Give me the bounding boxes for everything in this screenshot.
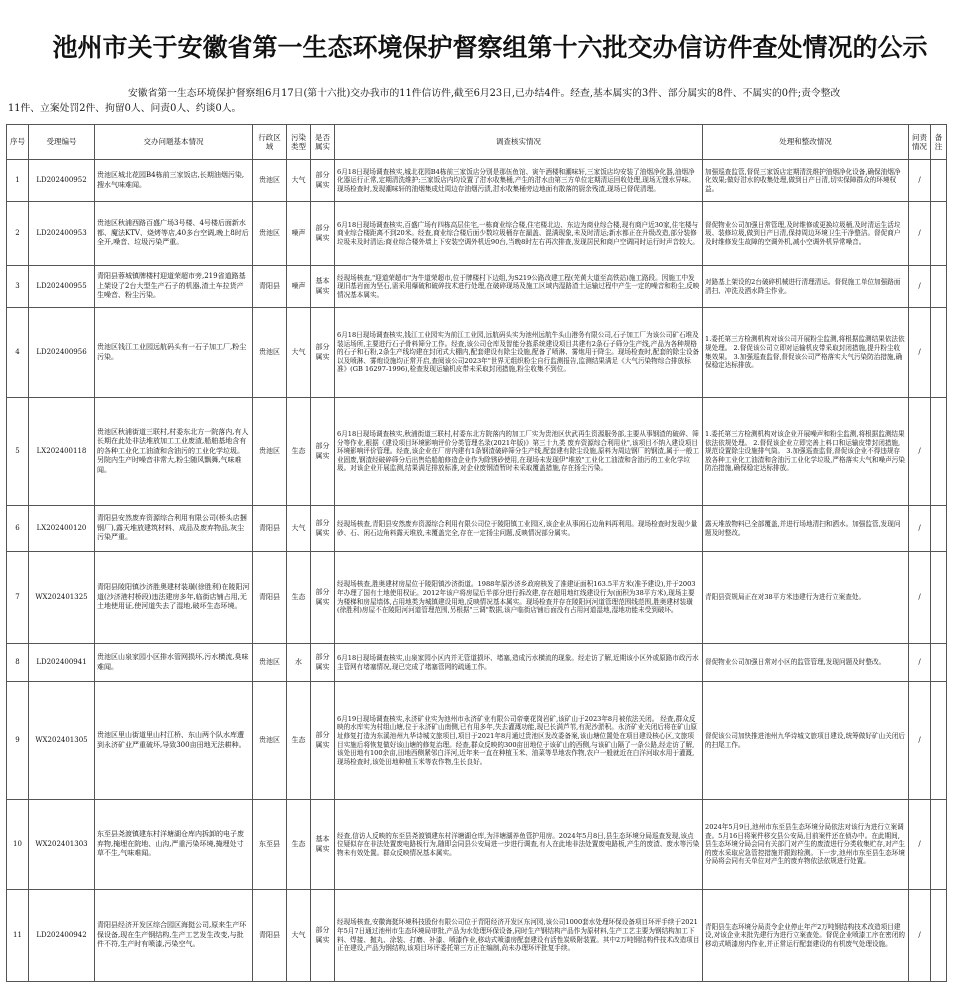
cell-note <box>931 682 947 800</box>
cell-type: 生态 <box>287 800 311 890</box>
cell-handling: 2024年5月9日,池州市东至县生态环境分局依法对该行为进行立案调查。5月16日将案件移交县公安局,目前案件还在侦办中。在此期间,县生态环境分局会同有关部门对产生的废渣进行分类收集贮存,对产生的废水采取应急管控措施并跟踪检测。下一步,池州市东至县生态环境分局将会同有关单位对产生的废弃物依法依规进行处置。 <box>703 800 909 890</box>
cell-issue: 贵池区城北花园B4栋前三家饭店,长期油烟污染,搜水气味难闻。 <box>95 160 253 202</box>
cell-region: 青阳县 <box>253 266 287 308</box>
column-header: 行政区域 <box>253 125 287 160</box>
cell-true: 基本属实 <box>311 266 335 308</box>
cell-type: 大气 <box>287 890 311 982</box>
cell-investigation: 经现场核查,安徽海挺环境科技股份有限公司位于青阳经济开发区东河园,该公司1000套水处理环保设备项目环评手续于2021年5月7日通过池州市生态环境局审批,产品为水处理环保设备,同时生产钢结构产品作为原材料,生产工艺主要为钢结构加工下料、焊接、抛丸、涂装、打磨、补漆、喷漆作业,移动式喷漆房配套建设有活性炭吸附装置。其中2万吨钢结构件技术改造项目正在建设,产品为钢结构,该项目环评委托第三方正在编制,尚未办理环评批复手续。 <box>335 890 703 982</box>
cell-handling: 露天堆放物料已全部覆盖,并进行场地清扫和洒水。加强监管,发现问题及时整改。 <box>703 506 909 552</box>
cell-region: 贵池区 <box>253 202 287 266</box>
table-row <box>7 266 947 308</box>
cell-no: 7 <box>7 552 29 644</box>
cell-id: LD202400956 <box>29 308 95 398</box>
cell-investigation: 经查,信访人反映的东至县尧渡镇建东村洋塘湖仓库,为洋塘湖养鱼管护用房。2024年5月8日,县生态环境分局巡查发现,该点位疑似存在非法处置废电路板行为,随即会同县公安局进一步进行调查,有人在此地非法处置废电路板,产生的废渣、废水等污染物未有效处置。群众反映情况基本属实。 <box>335 800 703 890</box>
column-header: 是否属实 <box>311 125 335 160</box>
cell-accountability: / <box>909 202 931 266</box>
cell-handling: 1.委托第三方检测机构对该公司开展粉尘监测,将根据监测结果依法依规处理。 2.督促该公司立即对运输机皮带采取封闭措施,提升粉尘收集效果。 3.加强巡查监督,督促该公司严格落实大气污染防治措施,确保稳定达标排放。 <box>703 308 909 398</box>
table-row <box>7 308 947 398</box>
cell-accountability: / <box>909 308 931 398</box>
cell-region: 青阳县 <box>253 890 287 982</box>
column-header: 受理编号 <box>29 125 95 160</box>
column-header: 问责情况 <box>909 125 931 160</box>
cell-note <box>931 266 947 308</box>
cell-true: 部分属实 <box>311 506 335 552</box>
cell-no: 10 <box>7 800 29 890</box>
cell-no: 8 <box>7 644 29 682</box>
cases-table <box>6 124 947 982</box>
cell-id: LD202400953 <box>29 202 95 266</box>
cell-investigation: 经现场核查,青阳县安然废弃资源综合利用有限公司位于陵阳镇工业园区,该企业从事闲石边角料再利用。现场检查时发现少量砂、石、闲石边角料露天堆放,未覆盖完全,存在一定扬尘问题,反映情况部分属实。 <box>335 506 703 552</box>
table-row <box>7 202 947 266</box>
column-header: 序号 <box>7 125 29 160</box>
cell-type: 水 <box>287 644 311 682</box>
intro-paragraph: 安徽省第一生态环境保护督察组6月17日(第十六批)交办我市的11件信访件,截至6月23日,已办结4件。经查,基本属实的3件、部分属实的8件、不属实的0件;责令整改11件、立案处罚2件、拘留0人、问责0人、约谈0人。 <box>8 88 841 114</box>
cell-issue: 贵池区山泉家园小区排水管网损坏,污水横流,臭味难闻。 <box>95 644 253 682</box>
cell-issue: 贵池区钱江工业园远航码头有一石子加工厂,粉尘污染。 <box>95 308 253 398</box>
cell-accountability: / <box>909 506 931 552</box>
cell-no: 5 <box>7 398 29 506</box>
cell-accountability: / <box>909 682 931 800</box>
cell-note <box>931 890 947 982</box>
cell-accountability: / <box>909 800 931 890</box>
cell-true: 部分属实 <box>311 552 335 644</box>
column-header: 交办问题基本情况 <box>95 125 253 160</box>
cell-issue: 东至县尧渡镇建东村洋塘湖仓库内拆卸的电子废弃物,掩埋在院地、山沟,严重污染环境,掩埋处寸草不生,气味难闻。 <box>95 800 253 890</box>
column-header: 污染类型 <box>287 125 311 160</box>
cell-accountability: / <box>909 266 931 308</box>
cell-accountability: / <box>909 890 931 982</box>
cell-issue: 青阳县陵阳镇沙济胜奥建材装璜(徐胜利)在陵阳河道(沙济港村桥段)违法建房多年,临街店铺占用,无土地使用证,使河道失去了湿地,破坏生态环境。 <box>95 552 253 644</box>
cell-no: 9 <box>7 682 29 800</box>
cell-type: 大气 <box>287 506 311 552</box>
cell-handling: 1.委托第三方检测机构对该企业开展噪声和粉尘监测,将根据监测结果依法依规处理。 2.督促该企业立即完善上料口和运输皮带封闭措施,规范设置除尘设施排气筒。 3.加强巡查监督,督促该企业不得违规存放各种工业化工油渣和含油污工业化学垃圾,严格落实大气和噪声污染防治措施,确保稳定达标排放。 <box>703 398 909 506</box>
cell-note <box>931 506 947 552</box>
cell-accountability: / <box>909 398 931 506</box>
table-row <box>7 160 947 202</box>
cell-id: LD202400941 <box>29 644 95 682</box>
cell-region: 青阳县 <box>253 552 287 644</box>
column-header: 调查核实情况 <box>335 125 703 160</box>
cell-accountability: / <box>909 644 931 682</box>
table-row <box>7 398 947 506</box>
cell-region: 贵池区 <box>253 308 287 398</box>
cell-note <box>931 398 947 506</box>
cell-type: 噪声 <box>287 202 311 266</box>
cell-accountability: / <box>909 552 931 644</box>
column-header: 备注 <box>931 125 947 160</box>
cell-issue: 贵池区秋浦西路百盛广场3号楼、4号楼后面新水都、魔法KTV、烧烤等店,40多台空调,晚上8时后全开,噪音、垃圾污染严重。 <box>95 202 253 266</box>
cell-region: 贵池区 <box>253 644 287 682</box>
cell-region: 青阳县 <box>253 506 287 552</box>
cell-true: 部分属实 <box>311 308 335 398</box>
cell-true: 部分属实 <box>311 202 335 266</box>
cell-investigation: 6月18日现场调查核实,百盛广场有四栋高层住宅,一栋商业综合楼,住宅楼北边、东边为商业综合楼,现有商户近30家,住宅楼与商业综合楼距离不到20米。经查,商业综合楼后面少数垃圾桶存在漏盖、混满现象,未及时清运;新水都正在升级改造,部分装修垃圾未及时清运;商业综合楼外墙上下安装空调外机近90台,当晚8时左右再次排查,发现居民和商户空调同时运行时声音较大。 <box>335 202 703 266</box>
table-header-row <box>7 125 947 160</box>
column-header: 处理和整改情况 <box>703 125 909 160</box>
cell-note <box>931 160 947 202</box>
cell-id: WX202401303 <box>29 800 95 890</box>
cell-id: LX202400118 <box>29 398 95 506</box>
cell-true: 部分属实 <box>311 160 335 202</box>
cell-note <box>931 644 947 682</box>
page-title: 池州市关于安徽省第一生态环境保护督察组第十六批交办信访件查处情况的公示 <box>52 33 928 62</box>
cell-accountability: / <box>909 160 931 202</box>
cell-no: 1 <box>7 160 29 202</box>
cell-note <box>931 552 947 644</box>
cell-issue: 青阳县经济开发区综合园区海挺公司,原来生产环保设备,现在生产钢结构,生产工艺发生改变,与批件不符,生产时有喷漆,污染空气。 <box>95 890 253 982</box>
cell-region: 贵池区 <box>253 682 287 800</box>
cell-handling: 对路基上架设的2台破碎机械进行清理清运。督促施工单位加强路面清扫、冲洗及洒水降尘作业。 <box>703 266 909 308</box>
cell-true: 部分属实 <box>311 644 335 682</box>
table-row <box>7 552 947 644</box>
cell-region: 东至县 <box>253 800 287 890</box>
cell-no: 6 <box>7 506 29 552</box>
cell-handling: 督促该公司加快推进池州九华诗城文旅项目建设,统筹做好矿山关闭后的扫尾工作。 <box>703 682 909 800</box>
cell-type: 大气 <box>287 308 311 398</box>
cell-handling: 青阳县生态环境分局责令企业停止年产2万吨钢结构技术改造项目建设,对该企业未批先建行为进行立案查处。督促企业喷漆工序在密闭的移动式喷漆房内作业,并正常运行配套建设的有机废气处理设施。 <box>703 890 909 982</box>
cell-type: 大气 <box>287 160 311 202</box>
cell-issue: 贵池区秋浦街道三联村,村委东北方一院落内,有人长期在此处非法堆放加工工业废渣,船舶基地含有的各种工业化工油渣和含油污的工业化学垃圾。另院内生产时噪音非常大,粉尘随风飘舞,气味难闻。 <box>95 398 253 506</box>
cell-issue: 贵池区里山街道里山村江桥、东山两个队水库遭到永济矿业严重破坏,导致300亩田地无法耕种。 <box>95 682 253 800</box>
cell-true: 部分属实 <box>311 890 335 982</box>
cell-true: 基本属实 <box>311 800 335 890</box>
cell-investigation: 经现场核查,胜奥建材房屋位于陵阳镇沙济街道。1988年原沙济乡政府核发了准建证面积163.5平方米(准予建设),并于2003年办理了国有土地使用权证。2012年该户将房屋后半部分进行拆改建,存在超用地红线建设行为(面积为38平方米),现场主要为楼梯和房屋墙体,占用地类为城镇建设用地,反映情况基本属实。现场检查并存在陵阳河河道管理范围线范围,胜奥建材装璜(徐胜利)房屋不在陵阳河河道管理范围,另根据"三调"数据,该户临街店铺后面没有占用河道湿地,湿地功能未受到破坏。 <box>335 552 703 644</box>
cell-issue: 青阳县蓉城镇牌楼村迎道荣超市旁,219省道路基上架设了2台大型生产石子的机器,渣土车拉货产生噪音、粉尘污染。 <box>95 266 253 308</box>
cell-investigation: 6月18日现场调查核实,山泉家园小区内并无管道损坏、堵塞,造成污水横流的现象。经走访了解,近期该小区外或原路市政污水主管网有堵塞情况,现已完成了堵塞管网的疏通工作。 <box>335 644 703 682</box>
cell-id: WX202401305 <box>29 682 95 800</box>
cell-handling: 督促物业公司加强日常对小区的监管管理,发现问题及时整改。 <box>703 644 909 682</box>
table-row <box>7 506 947 552</box>
cell-investigation: 6月19日现场调查核实,永济矿业实为池州市永济矿业有限公司帝豪花岗岩矿,该矿山于2023年8月被依法关闭。 经查,群众反映的水库实为村组山塘,位于永济矿山南侧,已有用多年,失去灌溉功能,现已长满芦苇,有泥沙淤积。永济矿业关闭后将在矿山原址修复打造为东溪池州九华诗城文旅项目,项目于2021年8月通过贵池区发改委备案,该山塘位置处在项目建设核心区,文旅项目实施后将恢复做好该山塘的修复治理。经查,群众反映的300亩田地位于该矿山的西侧,与该矿山隔了一条公路,经走访了解,该处田地有100余亩,田地西侧紧邻白洋河,近年来一直在种植玉米、油菜等旱地农作物,农户一般就近在白洋河取水用于灌溉,现场检查时,该处田地种植玉米等农作物,生长良好。 <box>335 682 703 800</box>
cell-no: 11 <box>7 890 29 982</box>
cell-id: LD202400942 <box>29 890 95 982</box>
cell-no: 3 <box>7 266 29 308</box>
cell-no: 4 <box>7 308 29 398</box>
cell-true: 部分属实 <box>311 398 335 506</box>
cell-note <box>931 308 947 398</box>
cell-id: WX202401325 <box>29 552 95 644</box>
table-row <box>7 890 947 982</box>
cell-region: 贵池区 <box>253 398 287 506</box>
cell-type: 生态 <box>287 398 311 506</box>
cell-region: 贵池区 <box>253 160 287 202</box>
cell-note <box>931 800 947 890</box>
cell-handling: 加强巡查监管,督促三家饭店定期清洗维护油烟净化设备,确保油烟净化效果;做好泔水的收集处理,做到日产日清,切实保障群众的环境权益。 <box>703 160 909 202</box>
cell-true: 部分属实 <box>311 682 335 800</box>
cell-investigation: 6月18日现场调查核实,钱江工业园实为前江工业园,远航码头实为池州远航牛头山港务有限公司,石子加工厂为该公司矿石堆及装运场所,主要进行石子骨料筛分工作。经查,该公司仓库及智能分拣系统建设项目共建有2条石子筛分生产线,产品为各种规格的石子和石粉,2条生产线均建在封闭式大棚内,配套建设有除尘设施,配备了喷淋、雾炮用于降尘。现场检查时,配套的除尘设备以及喷淋、雾炮设施均正常开启,查阅该公司2023年"世界无组织粉尘自行监测报告,监测结果满足《大气污染物综合排放标准》(GB 16297-1996),检查发现运输机皮带未采取封闭措施,粉尘收集不到位。 <box>335 308 703 398</box>
cell-no: 2 <box>7 202 29 266</box>
cell-id: LX202400120 <box>29 506 95 552</box>
table-row <box>7 800 947 890</box>
cell-type: 生态 <box>287 552 311 644</box>
cell-type: 生态 <box>287 682 311 800</box>
cell-id: LD202400952 <box>29 160 95 202</box>
cell-handling: 青阳县资规局正在对38平方米违建行为进行立案查处。 <box>703 552 909 644</box>
cell-investigation: 6月18日现场调查核实,城北花园B4栋前三家饭店分别是那伍鱼馆、寅午酒楼和潮味轩,三家饭店均安装了油烟净化器,油烟净化器运行正常,定期清洗维护;三家饭店内均设置了泔水收集桶,产生的泔水由第三方单位定期清运回收处理,现场无馊水异味。现场检查时,发现潮味轩的油烟集成灶周边存油烟污渍,泔水收集桶旁边地面有散落的厨余残渣,现场已督促清理。 <box>335 160 703 202</box>
table-row <box>7 644 947 682</box>
cell-id: LD202400955 <box>29 266 95 308</box>
cell-issue: 青阳县安然废弃资源综合利用有限公司(桥头店捆钢厂),露天堆放建筑材料、成品及废弃物品,灰尘污染严重。 <box>95 506 253 552</box>
cell-investigation: 6月18日现场调查核实,秋浦街道三联村,村委东北方院落内的加工厂实为贵池区伏武再生资源服务部,主要从事钢渣的破碎、筛分等作业,根据《建设项目环境影响评价分类管理名录(2021年版)》第三十九类 废弃资源综合利用业",该项目不纳入建设项目环境影响评价管理。经查,该企业在厂房内建有1条钢渣破碎筛分生产线,配套建有除尘设施,原料为周边钢厂的钢渣,属于一般工业固废,钢渣经破碎筛分后出售给船舶修造企业作为除锈砂使用,在现场未发现伊"堆放"工业化工油渣和含油污的工业化学垃圾。对该企业开展监测,结果满足排放标准,对企业废钢渣暂时未采取覆盖措施,存在扬尘污染。 <box>335 398 703 506</box>
cell-handling: 督促物业公司加强日常管理,及时维修或更换垃圾桶,及时清运生活垃圾、装修垃圾,做到日产日清,保持周边环境卫生干净整洁。督促商户及时维修发生故障的空调外机,减小空调外机异常噪音。 <box>703 202 909 266</box>
cell-note <box>931 202 947 266</box>
table-row <box>7 682 947 800</box>
cell-investigation: 经现场核查,"迎道荣超市"为牛道荣超市,位于牌楼村下边组,为S219公路改建工程(芜黄大道至高铁站)施工路段。因施工中发现旧基岩面为坚石,需采用爆破和破碎技术进行处理,在破碎现场及施工区域内湿路渣土运输过程中产生一定的噪音和粉尘,反映情况基本属实。 <box>335 266 703 308</box>
cell-type: 噪声 <box>287 266 311 308</box>
